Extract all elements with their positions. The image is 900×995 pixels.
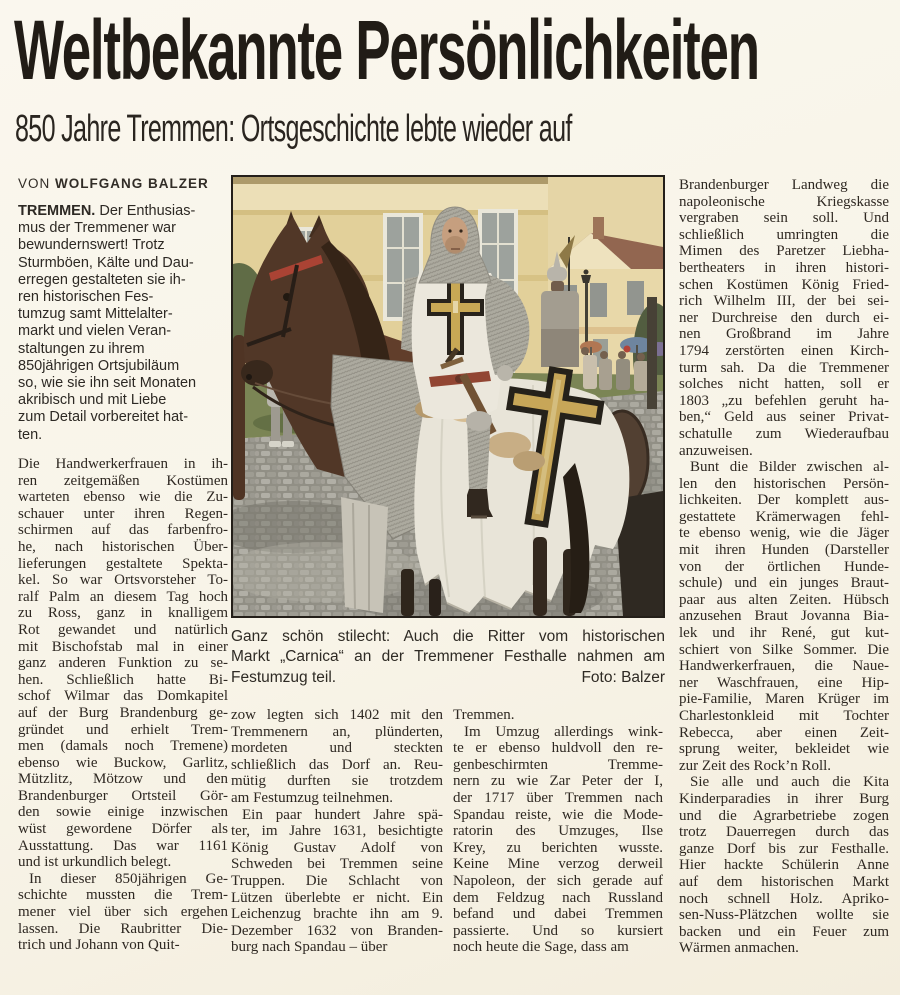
text-line: auf der Burg Brandenburg ge-: [18, 704, 228, 721]
text-line: schiert von Silke Sommer. Die: [679, 641, 889, 658]
text-line: Truppen. Die Schlacht von: [231, 872, 443, 889]
text-line: Napoleon, der sich gerade auf: [453, 872, 663, 889]
text-line: lieferungen gestaltete Spekta-: [18, 555, 228, 572]
text-line: Mützlitz, Mötzow und den: [18, 771, 228, 788]
lead-paragraph: [18, 203, 230, 444]
text-line: napoleonische Kriegskasse: [679, 193, 889, 210]
paragraph: [453, 707, 663, 724]
text-line: te ebenso wenig, wie die Jäger: [679, 525, 889, 542]
paragraph: [18, 871, 228, 954]
text-line: zum Detail vorbereitet hat-: [18, 409, 189, 426]
text-line: mit ihren Hunden (Darsteller: [679, 542, 889, 559]
text-line: lassen. Die Raubritter Die-: [18, 920, 228, 937]
text-line: Wärmen anmachen.: [679, 940, 799, 957]
text-line: turm sah. Da die Tremmener: [679, 359, 889, 376]
text-line: schen Kostümen König Fried-: [679, 276, 889, 293]
text-line: Ganz schön stilecht: Auch die Ritter vom historischen: [231, 628, 665, 645]
text-line: Rot gewandet und natürlich: [18, 621, 228, 638]
lead-first-rest: Der Enthusias-: [95, 203, 196, 219]
text-line: schule) und ein junges Braut-: [679, 575, 889, 592]
festival-photo-illustration: [233, 177, 663, 616]
text-line: bertheaters in ihren histori-: [679, 259, 889, 276]
text-line: tumzug samt Mittelalter-: [18, 306, 173, 323]
text-line: schatulle zum Wiederaufbau: [679, 425, 889, 442]
paragraph: [231, 707, 443, 807]
text-line: rich Wilhelm III, der bei sei-: [679, 293, 889, 310]
text-line: Ausstattung. Das war 1161: [18, 837, 228, 854]
byline-name: WOLFGANG BALZER: [55, 176, 209, 191]
text-line: wüst gewordene Dörfer als: [18, 821, 228, 838]
text-line: auf dem historischen Markt: [679, 873, 889, 890]
text-line: he, nach historischen Über-: [18, 538, 228, 555]
text-line: Markt „Carnica“ an der Tremmener Festhalle nahmen am: [231, 648, 665, 666]
text-line: der 1717 über Tremmen nach: [453, 789, 663, 806]
text-line: bewundernswert! Trotz: [18, 237, 165, 254]
text-line: Handwerkerfrauen, die Naue-: [679, 658, 889, 675]
text-line: Dezember 1632 von Branden-: [231, 922, 443, 939]
text-line: erregen gestalteten sie ih-: [18, 271, 186, 288]
text-line: anzusehen Braut Jovanna Bia-: [679, 608, 889, 625]
paragraph: [679, 459, 889, 774]
column-2: [231, 707, 443, 956]
text-line: und die Agrarbetriebe zogen: [679, 807, 889, 824]
text-line: zu Ross, ganz in knalligem: [18, 605, 228, 622]
text-line: von der örtlichen Hunde-: [679, 558, 889, 575]
text-line: 850jährigen Ortsjubiläum: [18, 357, 180, 374]
text-line: Brandenburger Ortsteil Gör-: [18, 787, 228, 804]
lead-first-line: [18, 203, 230, 220]
text-line: zur Zeit des Rock’n Roll.: [679, 757, 832, 774]
text-line: ralf Palm an diesem Tag hoch: [18, 588, 228, 605]
text-line: lichkeiten. Der komplett aus-: [679, 492, 889, 509]
text-line: zow legten sich 1402 mit den: [231, 707, 443, 723]
text-line: markt und vielen Veran-: [18, 323, 172, 340]
text-line: Die Handwerkerfrauen in ih-: [18, 456, 228, 472]
text-line: len den historischen Persön-: [679, 475, 889, 492]
text-line: schirmen auf das farbenfro-: [18, 522, 228, 539]
paragraph: [679, 774, 889, 957]
text-line: noch schnell Holz. Apriko-: [679, 890, 889, 907]
text-line: paar aus alten Zeiten. Hübsch: [679, 591, 889, 608]
text-line: noch heute die Sage, dass am: [453, 939, 629, 956]
text-line: lek und ihr René, gut kut-: [679, 625, 889, 642]
text-line: ten.: [18, 426, 43, 443]
caption-body: [231, 627, 665, 668]
text-line: genbeschirmten Tremme-: [453, 756, 663, 773]
text-line: hen. Schließlich hatte Bi-: [18, 671, 228, 688]
caption-tail: Festumzug teil.: [231, 668, 337, 686]
text-line: ebenso wie Buckow, Garlitz,: [18, 754, 228, 771]
text-line: In dieser 850jährigen Ge-: [29, 870, 228, 887]
text-line: schauer unter ihren Regen-: [18, 505, 228, 522]
text-line: trotz Dauerregen durch das: [679, 824, 889, 841]
text-line: nern zu wie Zar Peter der I,: [453, 773, 663, 790]
text-line: warteten ebenso wie die Zu-: [18, 489, 228, 506]
text-line: Mimen des Paretzer Liebha-: [679, 243, 889, 260]
text-line: Bunt die Bilder zwischen al-: [690, 459, 889, 476]
photo-caption: [231, 627, 665, 688]
paragraph: [231, 807, 443, 956]
text-line: staltungen zu ihrem: [18, 340, 145, 357]
text-line: Tremmenern an, plünderten,: [231, 723, 443, 740]
text-line: Lützen überlebte er nicht. Ein: [231, 889, 443, 906]
text-line: backen und ein Feuer zum: [679, 923, 889, 940]
text-line: mus der Tremmener war: [18, 220, 176, 237]
text-line: schof Wilmar das Domkapitel: [18, 688, 228, 705]
text-line: König Gustav Adolf von: [231, 839, 443, 856]
headline: Weltbekannte Persönlichkeiten: [14, 3, 759, 97]
text-line: burg nach Spandau – über: [231, 939, 388, 956]
text-line: gestattete Krämerwagen fehl-: [679, 508, 889, 525]
subhead: 850 Jahre Tremmen: Ortsgeschichte lebte wieder auf: [15, 108, 572, 150]
text-line: 1794 zerstörten einen Kirch-: [679, 342, 889, 359]
text-line: ner Waschfrauen, eine Hip-: [679, 674, 889, 691]
text-line: Kinderparadies in ihrer Burg: [679, 790, 889, 807]
text-line: ratorin des Umzuges, Ilse: [453, 823, 663, 840]
text-line: kel. So war Ortsvorsteher To-: [18, 572, 228, 589]
photo-credit: Foto: Balzer: [581, 668, 665, 686]
text-line: sprung weiter, bekleidet wie: [679, 741, 889, 758]
text-line: ganze Dorf bis zur Festhalle.: [679, 840, 889, 857]
text-line: Leichenzug brachte ihn am 9.: [231, 906, 443, 923]
lead-body: [18, 220, 230, 444]
text-line: solches nicht hatten, soll er: [679, 376, 889, 393]
text-line: schließlich umringten die: [679, 226, 889, 243]
text-line: Rebecca, aber einen Zeit-: [679, 724, 889, 741]
text-line: Krey, zu berichten wusste.: [453, 839, 663, 856]
text-line: vergraben sein soll. Und: [679, 210, 889, 227]
text-line: mütig durften sie trotzdem: [231, 773, 443, 790]
text-line: sen-Nuss-Plätzchen wollte sie: [679, 907, 889, 924]
text-line: anzuweisen.: [679, 442, 753, 459]
text-line: 1803 „zu befehlen geruht ha-: [679, 392, 889, 409]
text-line: nen Großbrand im Jahre: [679, 326, 889, 343]
text-line: passierte. Und so kursiert: [453, 922, 663, 939]
byline: [18, 176, 209, 191]
text-line: mordeten und steckten: [231, 740, 443, 757]
text-line: mener viel über sich ergehen: [18, 904, 228, 921]
text-line: ganz anderen Funktion zu se-: [18, 655, 228, 672]
text-line: befand und dabei Tremmen: [453, 906, 663, 923]
text-line: Brandenburger Landweg die: [679, 177, 889, 193]
text-line: ner Durchreise den durch ei-: [679, 309, 889, 326]
text-line: Ein paar hundert Jahre spä-: [242, 806, 443, 823]
article-photo: [231, 175, 665, 618]
text-line: den sowie einige inzwischen: [18, 804, 228, 821]
column-4: [679, 177, 889, 957]
text-line: gründet und erhielt Trem-: [18, 721, 228, 738]
text-line: ren zeitgemäßen Kostümen: [18, 472, 228, 489]
text-line: men (damals noch Tremene): [18, 738, 228, 755]
text-line: Tremmen.: [453, 707, 515, 723]
text-line: Hier hackte Schülerin Anne: [679, 857, 889, 874]
text-line: so, wie sie ihn seit Monaten: [18, 375, 197, 392]
text-line: Im Umzug allerdings wink-: [464, 723, 663, 740]
text-line: schließlich das Dorf an. Reu-: [231, 756, 443, 773]
text-line: Charlestonkleid mit Tochter: [679, 708, 889, 724]
text-line: schichte mussten die Trem-: [18, 887, 228, 904]
text-line: dem Feldzug nach Russland: [453, 889, 663, 906]
text-line: mit Bischofstab mal in einer: [18, 638, 228, 655]
text-line: pie-Familie, Maren Krüger im: [679, 691, 889, 708]
text-line: te er ebenso huldvoll den re-: [453, 740, 663, 757]
text-line: ren historischen Fes-: [18, 289, 154, 306]
column-1: [18, 456, 228, 954]
text-line: Sturmböen, Kälte und Dau-: [18, 254, 194, 271]
text-line: Keine Mine verzog derweil: [453, 856, 663, 873]
text-line: akribisch und mit Liebe: [18, 392, 167, 409]
caption-tail-row: [231, 668, 665, 688]
text-line: trich und Johann von Quit-: [18, 937, 180, 954]
paragraph: [453, 724, 663, 956]
text-line: und ist urkundlich belegt.: [18, 854, 172, 871]
column-3: [453, 707, 663, 956]
paragraph: [679, 177, 889, 459]
paragraph: [18, 456, 228, 871]
dateline: TREMMEN.: [18, 203, 96, 219]
text-line: Sie alle und auch die Kita: [690, 774, 889, 791]
byline-prefix: VON: [18, 176, 56, 191]
text-line: am Festumzug teilnehmen.: [231, 789, 394, 806]
text-line: ter, im Jahre 1631, besichtigte: [231, 823, 443, 840]
text-line: Spandau reiste, wie die Mode-: [453, 806, 663, 823]
text-line: ben,“ Geld aus seiner Privat-: [679, 409, 889, 426]
text-line: Schweden bei Tremmen seine: [231, 856, 443, 873]
